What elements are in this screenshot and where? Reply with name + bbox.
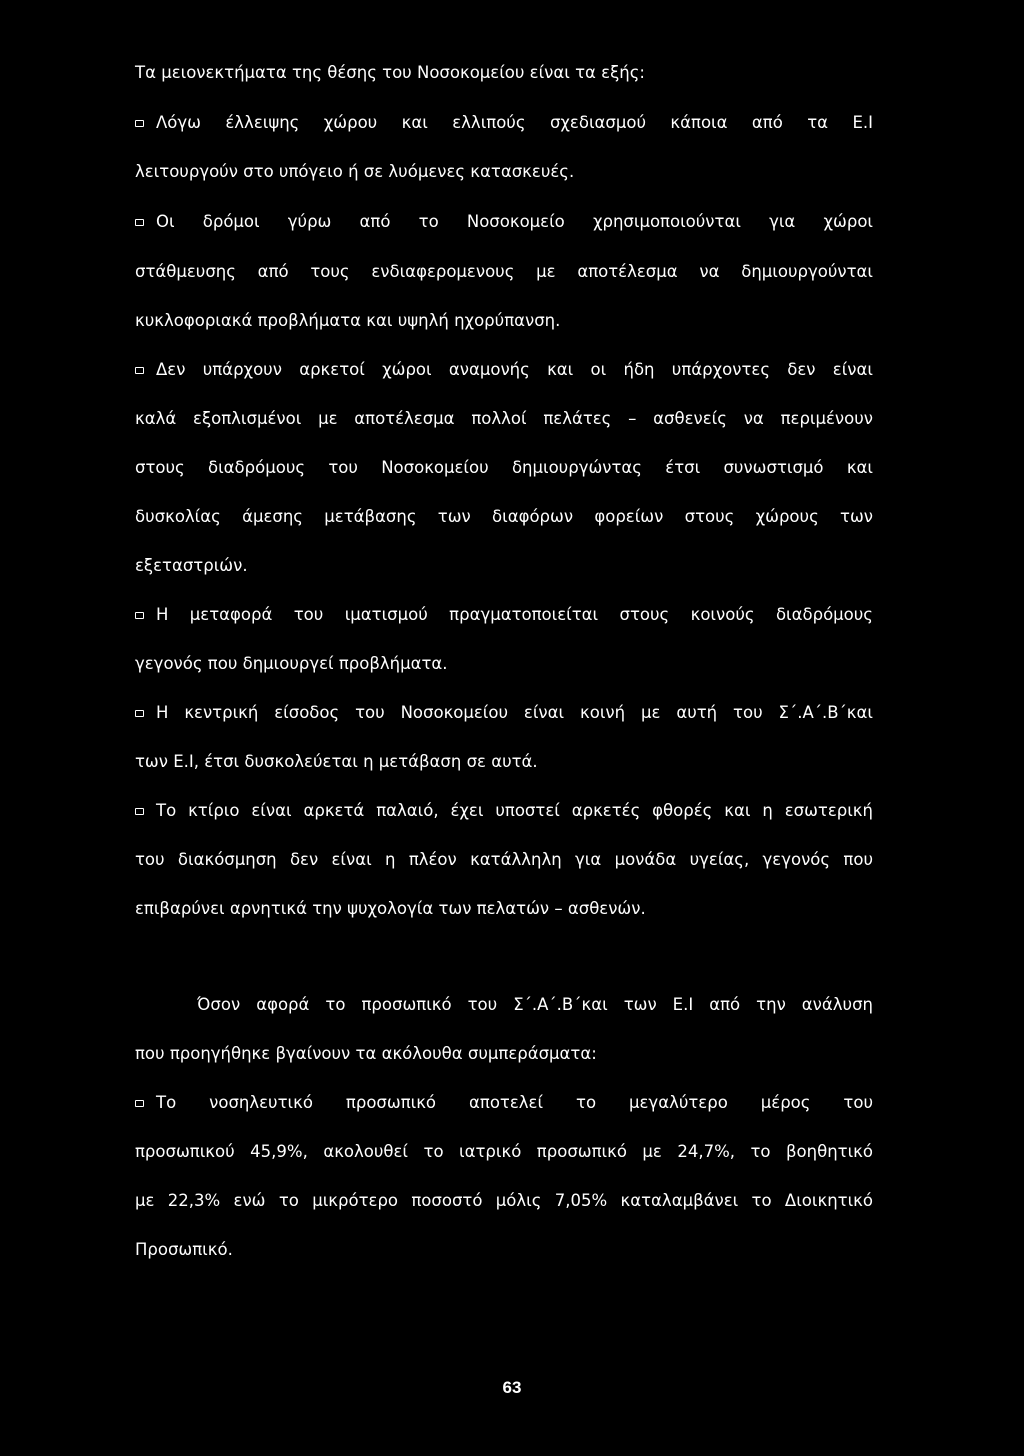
- bullet-1-line-2: λειτουργούν στο υπόγειο ή σε λυόμενες κατασκευές.: [135, 162, 575, 181]
- bullet-6-line-1: Το κτίριο είναι αρκετά παλαιό, έχει υποστεί αρκετές φθορές και η εσωτερική: [135, 800, 873, 822]
- bullet-4-line-2: γεγονός που δημιουργεί προβλήματα.: [135, 654, 448, 673]
- bullet-3-line-3: στους διαδρόμους του Νοσοκομείου δημιουργώντας έτσι συνωστισμό και: [135, 458, 873, 477]
- paragraph-2-line-2: που προηγήθηκε βγαίνουν τα ακόλουθα συμπεράσματα:: [135, 1044, 597, 1063]
- bullet-2-line-1: Οι δρόμοι γύρω από το Νοσοκομείο χρησιμοποιούνται για χώροι: [135, 211, 873, 233]
- checkbox-bullet-icon: [135, 120, 144, 127]
- checkbox-bullet-icon: [135, 710, 144, 717]
- bullet-3-line-1: Δεν υπάρχουν αρκετοί χώροι αναμονής και οι ήδη υπάρχοντες δεν είναι: [135, 359, 873, 381]
- bullet-5-line-1: Η κεντρική είσοδος του Νοσοκομείου είναι κοινή με αυτή του Σ΄.Α΄.Β΄και: [135, 702, 873, 724]
- bullet-final-line-1: Το νοσηλευτικό προσωπικό αποτελεί το μεγαλύτερο μέρος του: [135, 1092, 873, 1114]
- bullet-1-line-1: Λόγω έλλειψης χώρου και ελλιπούς σχεδιασμού κάποια από τα Ε.Ι: [135, 112, 873, 134]
- bullet-4-line-1: Η μεταφορά του ιματισμού πραγματοποιείται στους κοινούς διαδρόμους: [135, 604, 873, 626]
- checkbox-bullet-icon: [135, 367, 144, 374]
- page-number: 63: [502, 1378, 522, 1397]
- paragraph-2-line-1: Όσον αφορά το προσωπικό του Σ΄.Α΄.Β΄και των Ε.Ι από την ανάλυση: [197, 995, 873, 1014]
- checkbox-bullet-icon: [135, 808, 144, 815]
- checkbox-bullet-icon: [135, 612, 144, 619]
- checkbox-bullet-icon: [135, 1100, 144, 1107]
- bullet-2-line-3: κυκλοφοριακά προβλήματα και υψηλή ηχορύπανση.: [135, 311, 561, 330]
- bullet-5-line-2: των Ε.Ι, έτσι δυσκολεύεται η μετάβαση σε αυτά.: [135, 752, 538, 771]
- bullet-3-line-4: δυσκολίας άμεσης μετάβασης των διαφόρων φορείων στους χώρους των: [135, 507, 873, 526]
- bullet-6-line-2: του διακόσμηση δεν είναι η πλέον κατάλληλη για μονάδα υγείας, γεγονός που: [135, 850, 873, 869]
- bullet-final-line-3: με 22,3% ενώ το μικρότερο ποσοστό μόλις 7,05% καταλαμβάνει το Διοικητικό: [135, 1191, 873, 1210]
- bullet-final-line-4: Προσωπικό.: [135, 1240, 233, 1259]
- bullet-2-line-2: στάθμευσης από τους ενδιαφερομενους με αποτέλεσμα να δημιουργούνται: [135, 262, 873, 281]
- intro-line: Τα μειονεκτήματα της θέσης του Νοσοκομείου είναι τα εξής:: [135, 63, 645, 82]
- bullet-3-line-2: καλά εξοπλισμένοι με αποτέλεσμα πολλοί πελάτες – ασθενείς να περιμένουν: [135, 409, 873, 428]
- bullet-6-line-3: επιβαρύνει αρνητικά την ψυχολογία των πελατών – ασθενών.: [135, 899, 646, 918]
- checkbox-bullet-icon: [135, 219, 144, 226]
- bullet-final-line-2: προσωπικού 45,9%, ακολουθεί το ιατρικό προσωπικό με 24,7%, το βοηθητικό: [135, 1142, 873, 1161]
- bullet-3-line-5: εξεταστριών.: [135, 556, 248, 575]
